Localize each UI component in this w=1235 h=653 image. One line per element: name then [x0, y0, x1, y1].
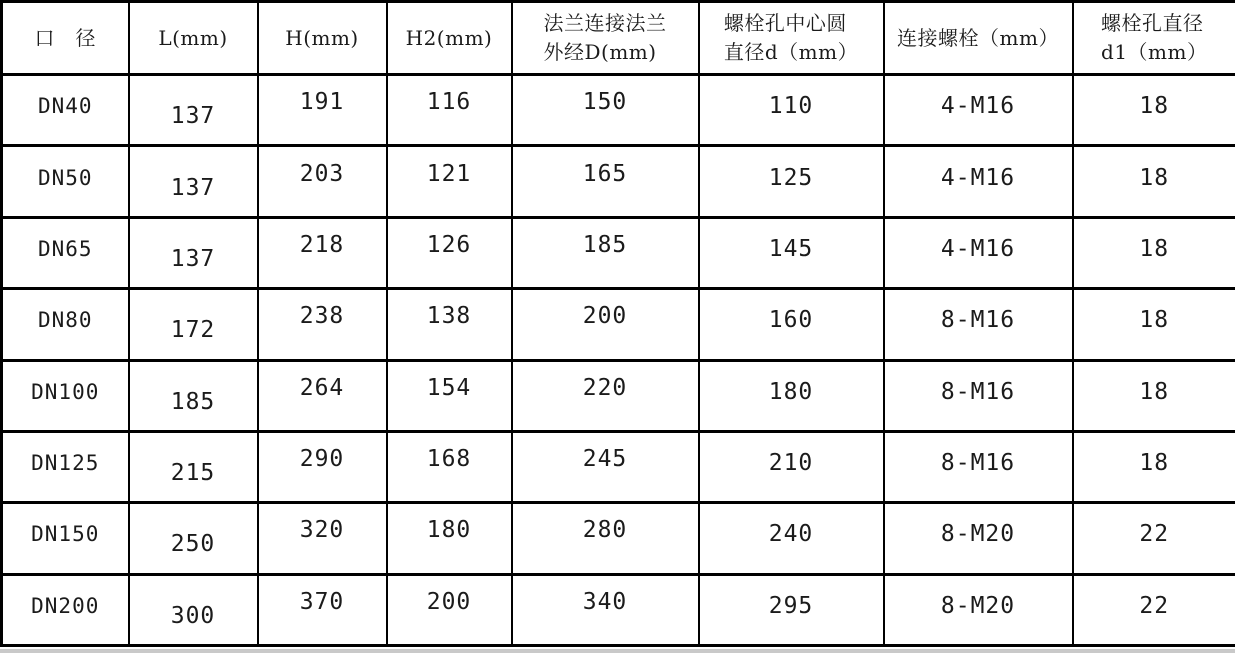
- cell-bore: [2, 360, 129, 431]
- cell-bolts: [884, 75, 1073, 146]
- cell-value: 210: [768, 450, 814, 477]
- cell-value: 172: [170, 317, 216, 344]
- cell-value: DN40: [37, 94, 93, 119]
- cell-value: 295: [768, 592, 814, 619]
- cell-d: [699, 289, 884, 360]
- cell-H: [258, 146, 387, 217]
- cell-H: [258, 217, 387, 288]
- cell-bore: [2, 431, 129, 502]
- cell-value: DN80: [37, 308, 93, 333]
- cell-D: [512, 503, 699, 574]
- cell-H2: [387, 146, 512, 217]
- cell-value: 137: [170, 174, 216, 201]
- cell-value: 200: [426, 588, 472, 615]
- cell-bolts: [884, 503, 1073, 574]
- cell-L: [129, 431, 258, 502]
- cell-value: DN65: [37, 236, 93, 261]
- cell-bolts: [884, 431, 1073, 502]
- cell-value: DN125: [31, 451, 100, 476]
- cell-value: 8-M16: [940, 450, 1016, 477]
- column-header-L: [129, 2, 258, 75]
- cell-value: 238: [299, 303, 345, 330]
- cell-d: [699, 217, 884, 288]
- cell-value: 8-M20: [940, 592, 1016, 619]
- cell-value: 154: [426, 374, 472, 401]
- cell-D: [512, 360, 699, 431]
- cell-bolts: [884, 574, 1073, 645]
- cell-value: 8-M20: [940, 521, 1016, 548]
- cell-value: 290: [299, 446, 345, 473]
- cell-L: [129, 217, 258, 288]
- cell-d1: [1073, 75, 1235, 146]
- column-header-label: 螺栓孔直径 d1（mm）: [1101, 11, 1208, 64]
- cell-bolts: [884, 146, 1073, 217]
- column-header-d1: [1073, 2, 1235, 75]
- column-header-bore: [2, 2, 129, 75]
- table-row: [2, 574, 1235, 645]
- cell-bore: [2, 146, 129, 217]
- cell-D: [512, 75, 699, 146]
- cell-d: [699, 146, 884, 217]
- column-header-H: [258, 2, 387, 75]
- cell-value: 191: [299, 89, 345, 116]
- cell-value: 150: [582, 89, 628, 116]
- cell-value: 4-M16: [940, 93, 1016, 120]
- cell-value: 340: [582, 588, 628, 615]
- cell-value: 18: [1139, 235, 1170, 262]
- table-row: [2, 75, 1235, 146]
- cell-d: [699, 503, 884, 574]
- column-header-label: H(mm): [285, 25, 359, 50]
- cell-value: 300: [170, 602, 216, 629]
- column-header-label: L(mm): [158, 25, 228, 50]
- cell-value: 240: [768, 521, 814, 548]
- cell-value: 250: [170, 531, 216, 558]
- cell-value: DN50: [37, 165, 93, 190]
- cell-value: DN150: [31, 522, 100, 547]
- cell-d: [699, 75, 884, 146]
- cell-bore: [2, 217, 129, 288]
- cell-d1: [1073, 431, 1235, 502]
- cell-value: 125: [768, 164, 814, 191]
- page-edge-strip: [0, 649, 1235, 653]
- cell-value: 280: [582, 517, 628, 544]
- cell-value: 185: [582, 231, 628, 258]
- cell-D: [512, 289, 699, 360]
- cell-L: [129, 503, 258, 574]
- cell-value: 22: [1139, 521, 1170, 548]
- cell-H2: [387, 360, 512, 431]
- cell-H2: [387, 289, 512, 360]
- cell-d: [699, 574, 884, 645]
- cell-H2: [387, 217, 512, 288]
- cell-L: [129, 75, 258, 146]
- column-header-H2: [387, 2, 512, 75]
- cell-value: 18: [1139, 307, 1170, 334]
- cell-value: 200: [582, 303, 628, 330]
- cell-value: 218: [299, 231, 345, 258]
- column-header-label: 螺栓孔中心圆 直径d（mm）: [723, 11, 859, 64]
- cell-value: 160: [768, 307, 814, 334]
- cell-H: [258, 75, 387, 146]
- cell-bolts: [884, 360, 1073, 431]
- cell-bore: [2, 289, 129, 360]
- cell-value: 138: [426, 303, 472, 330]
- cell-value: 126: [426, 231, 472, 258]
- column-header-label: 连接螺栓（mm）: [897, 25, 1059, 50]
- cell-L: [129, 574, 258, 645]
- cell-d1: [1073, 574, 1235, 645]
- column-header-label: 口 径: [34, 25, 96, 50]
- cell-d1: [1073, 503, 1235, 574]
- cell-value: 22: [1139, 592, 1170, 619]
- cell-value: 370: [299, 588, 345, 615]
- cell-value: 137: [170, 103, 216, 130]
- cell-d: [699, 431, 884, 502]
- cell-value: 18: [1139, 450, 1170, 477]
- header-row: [2, 2, 1235, 75]
- cell-d: [699, 360, 884, 431]
- table-row: [2, 503, 1235, 574]
- cell-value: 137: [170, 245, 216, 272]
- cell-value: 165: [582, 160, 628, 187]
- cell-D: [512, 431, 699, 502]
- column-header-d: [699, 2, 884, 75]
- cell-value: 320: [299, 517, 345, 544]
- cell-bore: [2, 574, 129, 645]
- cell-value: 4-M16: [940, 164, 1016, 191]
- table-row: [2, 146, 1235, 217]
- cell-H2: [387, 431, 512, 502]
- cell-H: [258, 574, 387, 645]
- column-header-D: [512, 2, 699, 75]
- cell-value: 203: [299, 160, 345, 187]
- table-row: [2, 217, 1235, 288]
- cell-value: 18: [1139, 164, 1170, 191]
- cell-bore: [2, 75, 129, 146]
- cell-D: [512, 146, 699, 217]
- table-row: [2, 431, 1235, 502]
- cell-d1: [1073, 360, 1235, 431]
- cell-D: [512, 217, 699, 288]
- cell-value: 18: [1139, 378, 1170, 405]
- cell-value: 4-M16: [940, 235, 1016, 262]
- table-row: [2, 360, 1235, 431]
- cell-value: 18: [1139, 93, 1170, 120]
- table-row: [2, 289, 1235, 360]
- cell-d1: [1073, 146, 1235, 217]
- cell-d1: [1073, 217, 1235, 288]
- cell-value: 8-M16: [940, 378, 1016, 405]
- cell-value: 215: [170, 460, 216, 487]
- cell-bore: [2, 503, 129, 574]
- cell-value: DN100: [31, 379, 100, 404]
- cell-H: [258, 360, 387, 431]
- cell-H: [258, 431, 387, 502]
- cell-value: 168: [426, 446, 472, 473]
- cell-L: [129, 360, 258, 431]
- cell-value: 110: [768, 93, 814, 120]
- cell-value: 264: [299, 374, 345, 401]
- cell-H2: [387, 574, 512, 645]
- cell-value: 245: [582, 446, 628, 473]
- cell-value: 220: [582, 374, 628, 401]
- cell-H2: [387, 75, 512, 146]
- cell-d1: [1073, 289, 1235, 360]
- cell-value: DN200: [31, 593, 100, 618]
- cell-value: 180: [768, 378, 814, 405]
- cell-H: [258, 289, 387, 360]
- cell-L: [129, 146, 258, 217]
- cell-value: 145: [768, 235, 814, 262]
- cell-value: 116: [426, 89, 472, 116]
- cell-bolts: [884, 289, 1073, 360]
- cell-bolts: [884, 217, 1073, 288]
- cell-H2: [387, 503, 512, 574]
- cell-L: [129, 289, 258, 360]
- cell-value: 180: [426, 517, 472, 544]
- cell-value: 185: [170, 388, 216, 415]
- column-header-bolts: [884, 2, 1073, 75]
- cell-value: 121: [426, 160, 472, 187]
- column-header-label: 法兰连接法兰 外经D(mm): [543, 11, 667, 64]
- cell-D: [512, 574, 699, 645]
- cell-value: 8-M16: [940, 307, 1016, 334]
- cell-H: [258, 503, 387, 574]
- column-header-label: H2(mm): [405, 25, 493, 50]
